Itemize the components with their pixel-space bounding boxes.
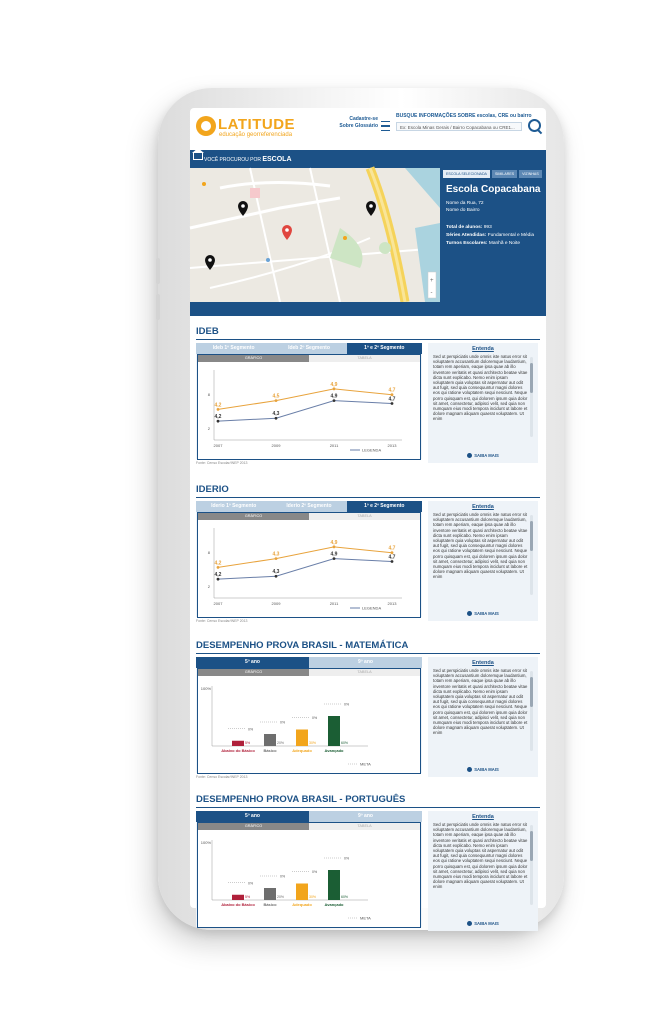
- search-label: BUSQUE INFORMAÇÕES SOBRE escolas, CRE ou bairro: [396, 113, 532, 119]
- value-label: 30%: [309, 741, 317, 745]
- read-more-link[interactable]: [428, 453, 538, 458]
- chart-box: [196, 657, 422, 773]
- chart-tabs: [196, 657, 422, 668]
- data-point: [333, 545, 336, 548]
- section-title: IDEB: [196, 326, 540, 340]
- y-tick-label: 8: [207, 550, 210, 555]
- data-label: 4,5: [272, 393, 280, 400]
- bar: [328, 716, 340, 746]
- side-button: [156, 294, 160, 320]
- chart-tab[interactable]: Iderio 1º Segmento: [196, 501, 271, 512]
- svg-text:-: -: [430, 290, 433, 296]
- x-tick-label: 2007: [213, 601, 223, 606]
- category-label: Avançado: [324, 902, 344, 907]
- x-tick-label: 2009: [271, 601, 281, 606]
- explain-title: Entenda: [472, 346, 494, 352]
- y-tick-label: 8: [207, 392, 210, 397]
- legend-label: META: [360, 915, 371, 921]
- school-panel: [440, 168, 546, 302]
- chart-panel: [197, 354, 421, 460]
- map-canvas: [190, 168, 440, 302]
- students-label: Total de alunos:: [446, 225, 483, 230]
- data-point: [391, 402, 394, 405]
- side-button: [156, 258, 160, 284]
- x-tick-label: 2011: [329, 601, 339, 606]
- data-point: [333, 557, 336, 560]
- explain-text: Sed ut perspiciatis unde omnis iste natus error sit voluptatem accusantium doloremque laudantium, totam rem aperiam, eaque ipsa quae ab illo inventore veritatis et quasi architecto beatae vitae dicta sunt explicabo. Nemo enim ipsam voluptatem quia voluptas sit aspernatur aut odit aut fugit, sed quia consequuntur magni dolores eos qui ratione voluptatem sequi nesciunt. Neque porro quisquam est, qui dolorem ipsum quia dolor sit amet, consectetur, adipisci velit, sed quia non numquam eius modi tempora incidunt ut labore et dolore magnam aliquam quaerat voluptatem. Ut enim: [433, 512, 528, 580]
- divider-strip: [190, 302, 546, 316]
- data-point: [275, 417, 278, 420]
- target-label: 0%: [312, 870, 318, 874]
- plus-icon: [467, 611, 472, 616]
- svg-text:+: +: [430, 278, 434, 284]
- chart-box: [196, 501, 422, 617]
- explain-text: Sed ut perspiciatis unde omnis iste natus error sit voluptatem accusantium doloremque laudantium, totam rem aperiam, eaque ipsa quae ab illo inventore veritatis et quasi architecto beatae vitae dicta sunt explicabo. Nemo enim ipsam voluptatem quia voluptas sit aspernatur aut odit aut fugit, sed quia consequuntur magni dolores eos qui ratione voluptatem sequi nesciunt. Neque porro quisquam est, qui dolorem ipsum quia dolor sit amet, consectetur, adipisci velit, sed quia non numquam eius modi tempora incidunt ut labore et dolore magnam aliquam quaerat voluptatem. Ut enim: [433, 822, 528, 890]
- explain-text: Sed ut perspiciatis unde omnis iste natus error sit voluptatem accusantium doloremque laudantium, totam rem aperiam, eaque ipsa quae ab illo inventore veritatis et quasi architecto beatae vitae dicta sunt explicabo. Nemo enim ipsam voluptatem quia voluptas sit aspernatur aut odit aut fugit, sed quia consequuntur magni dolores eos qui ratione voluptatem sequi nesciunt. Neque porro quisquam est, qui dolorem ipsum quia dolor sit amet, consectetur, adipisci velit, sed quia non numquam eius modi tempora incidunt ut labore et dolore magnam aliquam quaerat voluptatem. Ut enim: [433, 668, 528, 736]
- tab-neighbors[interactable]: VIZINHAS: [519, 170, 542, 178]
- search-icon[interactable]: [528, 119, 541, 132]
- tab-tabela[interactable]: TABELA: [309, 355, 420, 362]
- data-point: [217, 420, 220, 423]
- site-header: [190, 108, 546, 151]
- read-more-link[interactable]: [428, 921, 538, 926]
- source-note: Fonte: Censo Escolar/INEP 2013: [196, 619, 248, 623]
- breadcrumb: [190, 150, 546, 168]
- shifts-value: Manhã e Noite: [488, 241, 521, 246]
- series-label: Séries Atendidas:: [446, 233, 487, 238]
- chart-tab[interactable]: 1º e 2º Segmento: [347, 343, 422, 354]
- view-tabs: [198, 823, 420, 830]
- target-label: 0%: [344, 702, 350, 707]
- data-point: [333, 399, 336, 402]
- series-line: [218, 389, 392, 410]
- data-label: 4,3: [272, 411, 280, 418]
- x-tick-label: 2013: [387, 601, 397, 606]
- data-label: 4,2: [214, 402, 222, 409]
- tab-grafico[interactable]: GRÁFICO: [198, 669, 309, 676]
- logo-icon[interactable]: [196, 116, 216, 136]
- chart: [198, 676, 420, 772]
- plus-icon: [467, 767, 472, 772]
- target-label: 0%: [280, 720, 286, 725]
- students-value: 993: [483, 225, 492, 230]
- chart-tab[interactable]: Ideb 2º Segmento: [271, 343, 346, 354]
- chart-tab[interactable]: 9º ano: [309, 811, 422, 822]
- tab-tabela[interactable]: TABELA: [309, 513, 420, 520]
- explain-panel: [428, 811, 538, 931]
- data-point: [275, 557, 278, 560]
- logo-title[interactable]: LATITUDE: [218, 116, 296, 133]
- scrollbar[interactable]: [530, 515, 533, 595]
- value-label: 60%: [341, 895, 349, 899]
- category-label: Básico: [263, 902, 277, 907]
- data-point: [391, 560, 394, 563]
- tab-similar[interactable]: SIMILARES: [492, 170, 517, 178]
- home-icon[interactable]: [193, 153, 203, 160]
- tab-grafico[interactable]: GRÁFICO: [198, 513, 309, 520]
- read-more-label: SAIBA MAIS: [474, 610, 499, 616]
- scrollbar[interactable]: [530, 825, 533, 905]
- chart: [198, 830, 420, 926]
- view-tabs: [198, 355, 420, 362]
- section-iderio: [196, 484, 540, 623]
- school-info: [446, 224, 534, 248]
- data-label: 4,3: [272, 569, 280, 576]
- bar: [296, 730, 308, 747]
- data-label: 4,7: [388, 545, 396, 552]
- read-more-label: SAIBA MAIS: [474, 766, 499, 772]
- y-max-label: 100%: [200, 686, 211, 691]
- chart-tabs: [196, 343, 422, 354]
- menu-icon[interactable]: [381, 121, 390, 131]
- value-label: 20%: [277, 895, 285, 899]
- y-max-label: 100%: [200, 840, 211, 845]
- source-note: Fonte: Censo Escolar/INEP 2013: [196, 461, 248, 465]
- x-tick-label: 2009: [271, 443, 281, 448]
- legend-label: LEGENDA: [362, 605, 382, 611]
- series-value: Fundamental e Média: [487, 233, 535, 238]
- chart-tab[interactable]: 5º ano: [196, 657, 309, 668]
- tab-grafico[interactable]: GRÁFICO: [198, 355, 309, 362]
- chart: [198, 362, 420, 458]
- target-label: 0%: [312, 716, 318, 720]
- tab-tabela[interactable]: TABELA: [309, 823, 420, 830]
- series-line: [218, 559, 392, 580]
- chart-tabs: [196, 811, 422, 822]
- explain-panel: [428, 501, 538, 621]
- explain-text: Sed ut perspiciatis unde omnis iste natus error sit voluptatem accusantium doloremque laudantium, totam rem aperiam, eaque ipsa quae ab illo inventore veritatis et quasi architecto beatae vitae dicta sunt explicabo. Nemo enim ipsam voluptatem quia voluptas sit aspernatur aut odit aut fugit, sed quia consequuntur magni dolores eos qui ratione voluptatem sequi nesciunt. Neque porro quisquam est, qui dolorem ipsum quia dolor sit amet, consectetur, adipisci velit, sed quia non numquam eius modi tempora incidunt ut labore et dolore magnam aliquam quaerat voluptatem. Ut enim: [433, 354, 528, 422]
- data-point: [217, 408, 220, 411]
- section-ideb: [196, 326, 540, 465]
- bar: [264, 888, 276, 900]
- data-label: 4,9: [330, 551, 338, 558]
- data-label: 4,2: [214, 572, 222, 579]
- category-label: Avançado: [324, 748, 344, 753]
- read-more-label: SAIBA MAIS: [474, 920, 499, 926]
- chart-tab[interactable]: 1º e 2º Segmento: [347, 501, 422, 512]
- section-title: IDERIO: [196, 484, 540, 498]
- plus-icon: [467, 921, 472, 926]
- data-point: [275, 575, 278, 578]
- section-matematica: [196, 640, 540, 779]
- chart-box: [196, 811, 422, 927]
- bar: [264, 734, 276, 746]
- chart-tab[interactable]: 5º ano: [196, 811, 309, 822]
- data-label: 4,3: [272, 551, 280, 558]
- target-label: 0%: [248, 881, 254, 886]
- address-neighborhood: Nome do Bairro: [446, 208, 480, 213]
- chart-box: [196, 343, 422, 459]
- x-tick-label: 2007: [213, 443, 223, 448]
- section-title: DESEMPENHO PROVA BRASIL - MATEMÁTICA: [196, 640, 540, 654]
- map[interactable]: [190, 168, 440, 302]
- target-label: 0%: [280, 874, 286, 879]
- data-label: 4,9: [330, 393, 338, 400]
- data-label: 4,9: [330, 539, 338, 546]
- address-street: Nome da Rua, 72: [446, 201, 484, 206]
- chart-tabs: [196, 501, 422, 512]
- value-label: 60%: [341, 741, 349, 745]
- legend-label: META: [360, 761, 371, 767]
- data-point: [217, 578, 220, 581]
- screen: [190, 108, 546, 926]
- search-input[interactable]: Ex: Escola Minas Gerais / Bairro Copacabana ou CRE1...: [396, 122, 522, 131]
- data-point: [275, 399, 278, 402]
- target-label: 0%: [248, 727, 254, 732]
- category-label: Adequado: [292, 748, 312, 753]
- read-more-link[interactable]: [428, 767, 538, 772]
- logo-subtitle: educação georreferenciada: [219, 132, 293, 138]
- view-tabs: [198, 513, 420, 520]
- data-label: 4,2: [214, 560, 222, 567]
- tab-tabela[interactable]: TABELA: [309, 669, 420, 676]
- y-tick-label: 2: [207, 426, 210, 431]
- explain-title: Entenda: [472, 814, 494, 820]
- chart-panel: [197, 512, 421, 618]
- series-line: [218, 547, 392, 568]
- breadcrumb-value: ESCOLA: [262, 156, 292, 163]
- y-tick-label: 2: [207, 584, 210, 589]
- read-more-link[interactable]: [428, 611, 538, 616]
- data-label: 4,7: [388, 387, 396, 394]
- chart: [198, 520, 420, 616]
- data-label: 4,7: [388, 554, 396, 561]
- category-label: Básico: [263, 748, 277, 753]
- chart-tab[interactable]: Ideb 1º Segmento: [196, 343, 271, 354]
- chart-panel: [197, 668, 421, 774]
- x-tick-label: 2013: [387, 443, 397, 448]
- scrollbar[interactable]: [530, 671, 533, 751]
- series-line: [218, 401, 392, 422]
- source-note: Fonte: Censo Escolar/INEP 2013: [196, 775, 248, 779]
- breadcrumb-prefix: VOCÊ PROCUROU POR: [204, 157, 261, 163]
- bar: [232, 895, 244, 900]
- register-link[interactable]: Cadastre-se Sobre Glossário: [339, 116, 378, 129]
- bar: [296, 884, 308, 901]
- value-label: 5%: [245, 895, 251, 899]
- category-label: Abaixo do Básico: [221, 902, 255, 907]
- school-tabs: [443, 170, 542, 178]
- tab-grafico[interactable]: GRÁFICO: [198, 823, 309, 830]
- data-label: 4,7: [388, 396, 396, 403]
- shifts-label: Turnos Escolares:: [446, 241, 488, 246]
- value-label: 5%: [245, 741, 251, 745]
- explain-panel: [428, 343, 538, 463]
- read-more-label: SAIBA MAIS: [474, 452, 499, 458]
- tab-selected-school[interactable]: ESCOLA SELECIONADA: [443, 170, 490, 178]
- data-label: 4,9: [330, 381, 338, 388]
- value-label: 20%: [277, 741, 285, 745]
- chart-panel: [197, 822, 421, 928]
- category-label: Adequado: [292, 902, 312, 907]
- school-address: [446, 200, 484, 214]
- chart-tab[interactable]: 9º ano: [309, 657, 422, 668]
- data-point: [333, 387, 336, 390]
- bar: [232, 741, 244, 746]
- category-label: Abaixo do Básico: [221, 748, 255, 753]
- bar: [328, 870, 340, 900]
- explain-title: Entenda: [472, 660, 494, 666]
- data-label: 4,2: [214, 414, 222, 421]
- section-portugues: [196, 794, 540, 926]
- plus-icon: [467, 453, 472, 458]
- view-tabs: [198, 669, 420, 676]
- data-point: [217, 566, 220, 569]
- explain-panel: [428, 657, 538, 777]
- x-tick-label: 2011: [329, 443, 339, 448]
- section-title: DESEMPENHO PROVA BRASIL - PORTUGUÊS: [196, 794, 540, 808]
- chart-tab[interactable]: Iderio 2º Segmento: [271, 501, 346, 512]
- target-label: 0%: [344, 856, 350, 861]
- explain-title: Entenda: [472, 504, 494, 510]
- school-name: Escola Copacabana: [446, 184, 541, 195]
- scrollbar[interactable]: [530, 357, 533, 437]
- value-label: 30%: [309, 895, 317, 899]
- legend-label: LEGENDA: [362, 447, 382, 453]
